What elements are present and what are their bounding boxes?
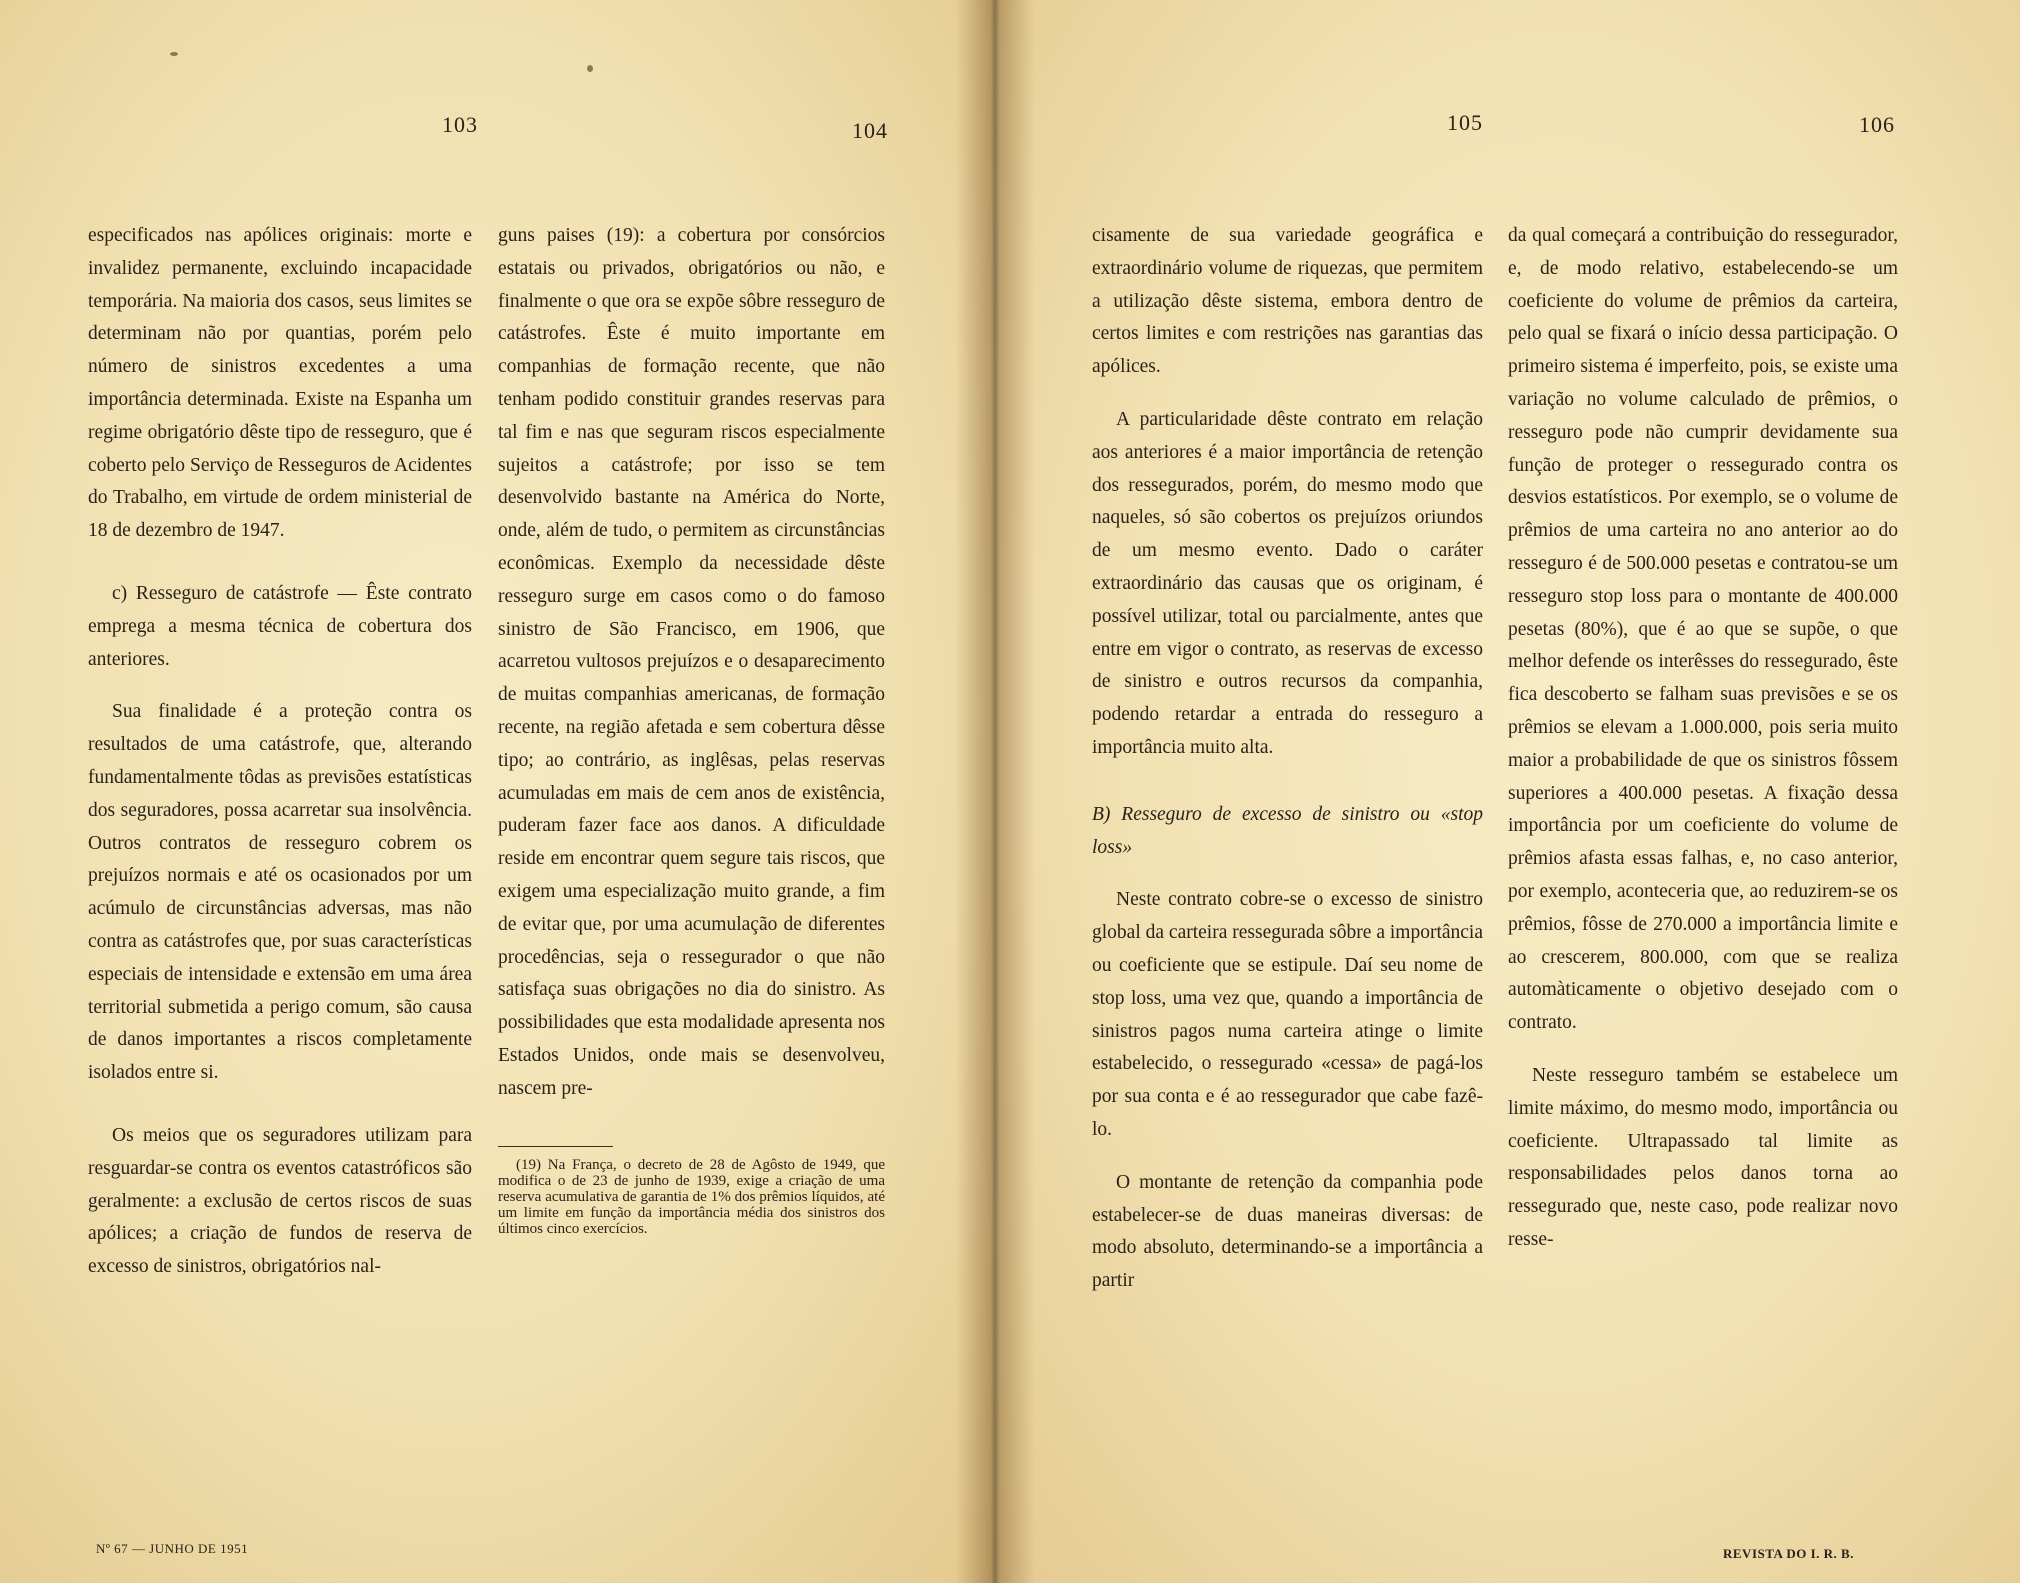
paragraph: da qual começará a contribuição do ressegurador, e, de modo relativo, estabelecendo-se um coeficiente do volume de prêmios da carteira, pelo qual se fixará o início dessa participação. O primeiro sistema é imperfeito, pois, se existe uma variação no volume calculado de prêmios, o resseguro pode não cumprir devidamente sua função de proteger o ressegurado contra os desvios estatísticos. Por exemplo, se o volume de prêmios de uma carteira no ano anterior ao do resseguro é de 500.000 pesetas e contratou-se um resseguro stop loss para o montante de 400.000 pesetas (80%), que é ao que se supõe, o que melhor defende os interêsses do ressegurado, êste fica descoberto se falham suas previsões e se os prêmios se elevam a 1.000.000, pois seria muito maior a probabilidade de que os sinistros fôssem superiores a 400.000 pesetas. A fixação dessa importância por um coeficiente do volume de prêmios afasta essas falhas, e, no caso anterior, por exemplo, aconteceria que, ao reduzirem-se os prêmios, fôsse de 270.000 a importância limite e ao crescerem, 800.000, com que se realiza automàticamente o objetivo desejado com o contrato. <box>1508 225 1898 1034</box>
paper-speck <box>170 52 178 56</box>
footnote-rule <box>498 1146 613 1147</box>
column-page-103 <box>88 220 472 1284</box>
page-number-106: 106 <box>1859 112 1895 137</box>
column-page-106 <box>1508 220 1898 1257</box>
section-heading-b: B) Resseguro de excesso de sinistro ou «stop loss» <box>1092 803 1483 858</box>
book-gutter <box>955 0 1035 1583</box>
footer-journal: REVISTA DO I. R. B. <box>1723 1546 1854 1561</box>
paragraph: guns paises (19): a cobertura por consórcios estatais ou privados, obrigatórios ou não, e finalmente o que ora se expõe sôbre resseguro de catástrofes. Êste é muito importante em companhias de formação recente, que não tenham podido constituir grandes reservas para tal fim e nas que seguram riscos especialmente sujeitos a catástrofe; por isso se tem desenvolvido bastante na América do Norte, onde, além de tudo, o permitem as circunstâncias econômicas. Exemplo da necessidade dêste resseguro surge em casos como o do famoso sinistro de São Francisco, em 1906, que acarretou vultosos prejuízos e o desaparecimento de muitas companhias americanas, de formação recente, na região afetada e sem cobertura dêsse tipo; ao contrário, as inglêsas, pelas reservas acumuladas em mais de cem anos de existência, puderam fazer face aos danos. A dificuldade reside em encontrar quem segure tais riscos, que exigem uma especialização muito grande, a fim de evitar que, por uma acumulação de diferentes procedências, seja o ressegurador o que não satisfaça suas obrigações no dia do sinistro. As possibilidades que esta modalidade apresenta nos Estados Unidos, onde mais se desenvolveu, nascem pre- <box>498 225 885 1099</box>
paragraph: O montante de retenção da companhia pode estabelecer-se de duas maneiras diversas: de modo absoluto, determinando-se a importância a partir <box>1092 1171 1483 1292</box>
page-number-103: 103 <box>442 112 478 137</box>
paragraph: Neste resseguro também se estabelece um limite máximo, do mesmo modo, importância ou coeficiente. Ultrapassado tal limite as responsabilidades pelos danos torna ao ressegurado que, neste caso, pode realizar novo resse- <box>1508 1064 1898 1250</box>
section-heading-c: c) Resseguro de catástrofe — Êste contrato emprega a mesma técnica de cobertura dos anteriores. <box>88 582 472 670</box>
page-number-105: 105 <box>1447 110 1483 135</box>
paragraph: A particularidade dêste contrato em relação aos anteriores é a maior importância de retenção dos ressegurados, porém, do mesmo modo que naqueles, só são cobertos os prejuízos oriundos de um mesmo evento. Dado o caráter extraordinário das causas que os originam, é possível utilizar, total ou parcialmente, antes que entre em vigor o contrato, as reservas de excesso de sinistro e outros recursos da companhia, podendo retardar a entrada do resseguro a importância muito alta. <box>1092 408 1483 758</box>
footer-issue: Nº 67 — JUNHO DE 1951 <box>96 1541 249 1556</box>
column-page-104 <box>498 220 885 1237</box>
paragraph: especificados nas apólices originais: morte e invalidez permanente, excluindo incapacidade temporária. Na maioria dos casos, seus limites se determinam não por quantias, porém pelo número de sinistros excedentes a uma importância determinada. Existe na Espanha um regime obrigatório dêste tipo de resseguro, que é coberto pelo Serviço de Resseguros de Acidentes do Trabalho, em virtude de ordem ministerial de 18 de dezembro de 1947. <box>88 225 472 542</box>
paper-speck <box>587 65 593 72</box>
footnote-19: (19) Na França, o decreto de 28 de Agôsto de 1949, que modifica o de 23 de junho de 1939, exige a criação de uma reserva acumulativa de garantia de 1% dos prêmios líquidos, até um limite em função da importância média dos sinistros dos últimos cinco exercícios. <box>498 1156 885 1237</box>
column-page-105 <box>1092 220 1483 1298</box>
paragraph: Neste contrato cobre-se o excesso de sinistro global da carteira ressegurada sôbre a importância ou coeficiente que se estipule. Daí seu nome de stop loss, uma vez que, quando a importância de sinistros pagos numa carteira atinge o limite estabelecido, o ressegurado «cessa» de pagá-los por sua conta e é ao ressegurador que cabe fazê-lo. <box>1092 889 1483 1140</box>
paragraph: cisamente de sua variedade geográfica e extraordinário volume de riquezas, que permitem a utilização dêste sistema, embora dentro de certos limites e com restrições nas garantias das apólices. <box>1092 225 1483 378</box>
paragraph: Sua finalidade é a proteção contra os resultados de uma catástrofe, que, alterando fundamentalmente tôdas as previsões estatísticas dos seguradores, possa acarretar sua insolvência. Outros contratos de resseguro cobrem os prejuízos normais e até os ocasionados por um acúmulo de circunstâncias adversas, mas não contra as catástrofes que, por suas características especiais de intensidade e extensão em uma área territorial submetida a perigo comum, são causa de danos importantes a riscos completamente isolados entre si. <box>88 701 472 1084</box>
paragraph: Os meios que os seguradores utilizam para resguardar-se contra os eventos catastróficos são geralmente: a exclusão de certos riscos de suas apólices; a criação de fundos de reserva de excesso de sinistros, obrigatórios nal- <box>88 1124 472 1278</box>
page-number-104: 104 <box>852 118 888 143</box>
